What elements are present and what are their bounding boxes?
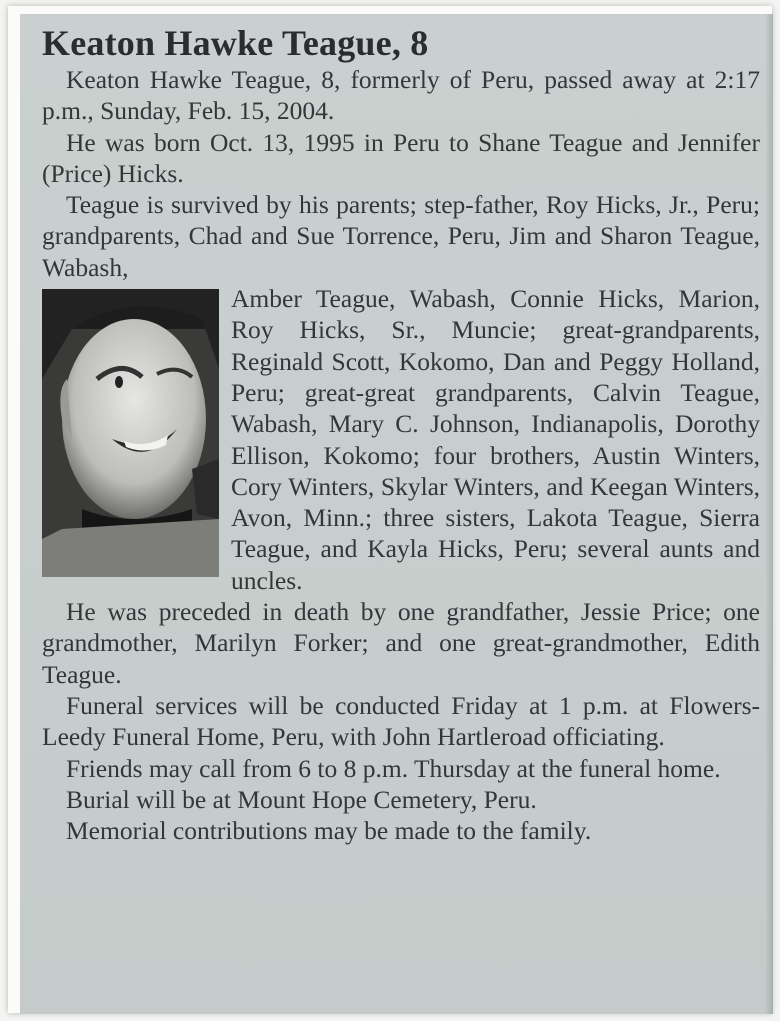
child-portrait-photo (42, 289, 219, 577)
photo-frame (8, 6, 772, 1013)
paragraph-burial: Burial will be at Mount Hope Cemetery, Peru. (66, 784, 537, 814)
page-edge-shadow (765, 14, 773, 1014)
obituary-body (42, 64, 760, 846)
paragraph-preceded: He was preceded in death by one grandfather, Jessie Price; one grandmother, Marilyn Forker; and one great-grandmother, Edith Teague. (42, 597, 760, 689)
paragraph-birth: He was born Oct. 13, 1995 in Peru to Shane Teague and Jennifer (Price) Hicks. (42, 127, 760, 188)
portrait-image (42, 289, 219, 577)
paragraph-death: Keaton Hawke Teague, 8, formerly of Peru, passed away at 2:17 p.m., Sunday, Feb. 15, 2004. (42, 65, 760, 126)
paragraph-memorials: Memorial contributions may be made to the family. (66, 816, 592, 846)
paragraph-calling: Friends may call from 6 to 8 p.m. Thursday at the funeral home. (66, 753, 721, 783)
paragraph-survivors-intro: Teague is survived by his parents; step-father, Roy Hicks, Jr., Peru; grandparents, Chad and Sue Torrence, Peru, Jim and Sharon Teague, Wabash, (42, 190, 760, 282)
paragraph-funeral: Funeral services will be conducted Friday at 1 p.m. at Flowers-Leedy Funeral Home, Peru, with John Hartleroad officiating. (42, 690, 760, 752)
obituary-headline: Keaton Hawke Teague, 8 (42, 23, 429, 63)
newspaper-clipping (20, 14, 773, 1014)
paragraph-survivors-rest: Amber Teague, Wabash, Connie Hicks, Marion, Roy Hicks, Sr., Muncie; great-grandparents, Reginald Scott, Kokomo, Dan and Peggy Holland, Peru; great-great grandparents, Calvin Teague, Wabash, Mary C. Johnson, Indianapolis, Dorothy Ellison, Kokomo; four brothers, Austin Winters, Cory Winters, Skylar Winters, and Keegan Winters, Avon, Minn.; three sisters, Lakota Teague, Sierra Teague, and Kayla Hicks, Peru; several aunts and uncles. (231, 284, 760, 595)
